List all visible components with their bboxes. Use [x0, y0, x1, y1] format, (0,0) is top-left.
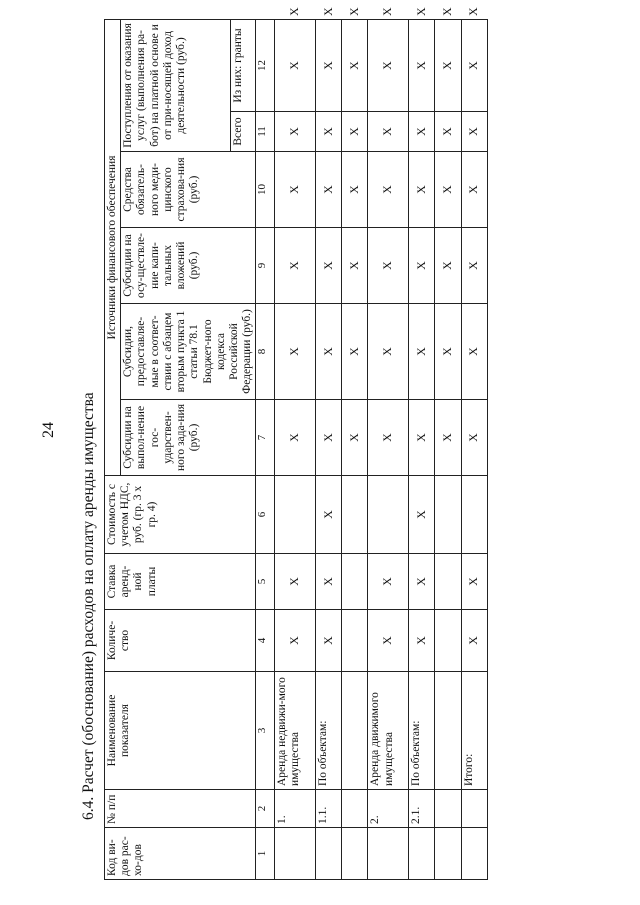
table-cell: X	[275, 19, 316, 111]
table-cell: X	[461, 554, 487, 610]
table-cell: X	[368, 228, 409, 304]
table-cell: X	[315, 19, 341, 111]
table-cell: X	[315, 228, 341, 304]
row-code-cell	[342, 828, 368, 880]
table-cell: X	[368, 152, 409, 228]
header-oms: Средства обязатель-ного меди-цинского страхова-ния (руб.)	[121, 152, 256, 228]
table-cell: X	[461, 610, 487, 672]
table-row: 2. Аренда движимого имущества X X X X X X X X X	[368, 19, 409, 879]
row-name-cell: По объектам:	[315, 672, 341, 790]
table-cell: X	[409, 304, 435, 400]
row-name-cell	[435, 672, 461, 790]
table-cell: X	[461, 304, 487, 400]
table-cell: X	[409, 610, 435, 672]
table-cell: X	[342, 400, 368, 476]
header-grants: Из них: гранты	[230, 19, 256, 111]
table-cell: X	[435, 400, 461, 476]
rent-expenses-table	[104, 7, 488, 880]
table-cell: X	[435, 112, 461, 152]
table-body	[256, 7, 487, 879]
row-num-cell: 2.1.	[409, 790, 435, 828]
table-cell: X	[409, 476, 435, 554]
row-code-cell	[315, 828, 341, 880]
table-cell: X	[461, 152, 487, 228]
table-cell: X	[409, 112, 435, 152]
table-cell	[461, 476, 487, 554]
table-cell	[435, 610, 461, 672]
row-code-cell	[435, 828, 461, 880]
table-cell	[368, 476, 409, 554]
table-cell: X	[461, 228, 487, 304]
column-number-cell: 8	[256, 304, 275, 400]
table-cell: X	[315, 400, 341, 476]
table-row: X X X X X X X	[342, 19, 368, 879]
row-name-cell: Аренда недвижи-мого имущества	[275, 672, 316, 790]
table-cell: X	[461, 19, 487, 111]
table-row: X X X X X X X	[435, 19, 461, 879]
table-cell: X	[435, 228, 461, 304]
row-name-cell: По объектам:	[409, 672, 435, 790]
table-cell: X	[409, 554, 435, 610]
table-cell: X	[409, 228, 435, 304]
table-cell: X	[315, 152, 341, 228]
table-cell: X	[315, 476, 341, 554]
header-paid-services: Поступления от оказания услуг (выполнения ра-бот) на платной основе и от при-носящей доход деятельности (руб.)	[121, 19, 230, 151]
table-cell: X	[275, 112, 316, 152]
row-num-cell	[342, 790, 368, 828]
column-numbers-row	[256, 19, 275, 879]
header-cost: Стоимость с учетом НДС, руб. (гр. 3 x гр. 4)	[105, 476, 256, 554]
table-row: 1.1. По объектам: X X X X X X X X X X	[315, 19, 341, 879]
column-number-cell: 6	[256, 476, 275, 554]
table-cell: X	[342, 19, 368, 111]
table-cell: X	[275, 228, 316, 304]
table-cell	[342, 476, 368, 554]
row-num-cell	[461, 790, 487, 828]
table-cell: X	[368, 112, 409, 152]
row-name-cell: Итого:	[461, 672, 487, 790]
row-code-cell	[368, 828, 409, 880]
table-cell: X	[315, 304, 341, 400]
table-cell: X	[368, 400, 409, 476]
table-cell	[275, 476, 316, 554]
row-num-cell: 1.	[275, 790, 316, 828]
table-cell: X	[409, 19, 435, 111]
row-code-cell	[461, 828, 487, 880]
table-cell: X	[409, 152, 435, 228]
header-total: Всего	[230, 112, 256, 152]
column-number-cell: 11	[256, 112, 275, 152]
row-code-cell	[409, 828, 435, 880]
table-cell: X	[275, 554, 316, 610]
row-name-cell	[342, 672, 368, 790]
table-cell: X	[275, 152, 316, 228]
table-row: Итого: X X X X X X X X X	[461, 19, 487, 879]
header-qty: Количе-ство	[105, 610, 256, 672]
row-num-cell	[435, 790, 461, 828]
header-subsidy-state-task: Субсидии на выпол-нение гос-ударствен-ного зада-ния (руб.)	[121, 400, 256, 476]
table-cell: X	[315, 554, 341, 610]
table-cell: X	[368, 610, 409, 672]
table-cell: X	[342, 228, 368, 304]
table-cell: X	[315, 112, 341, 152]
table-row: 2.1. По объектам: X X X X X X X X X X	[409, 19, 435, 879]
table-cell: X	[342, 152, 368, 228]
column-number-cell: 9	[256, 228, 275, 304]
column-number-cell: 5	[256, 554, 275, 610]
table-cell: X	[342, 112, 368, 152]
table-row: 1. Аренда недвижи-мого имущества X X X X X X X X X	[275, 19, 316, 879]
column-number-cell: 7	[256, 400, 275, 476]
table-cell: X	[461, 400, 487, 476]
table-cell: X	[315, 610, 341, 672]
header-subsidy-78-1: Субсидии, предоставляе-мые в соответ-ствии с абзацем вторым пункта 1 статьи 78.1 Бюджет-ного кодекса Российской Федерации (руб.)	[121, 304, 256, 400]
table-cell: X	[461, 112, 487, 152]
table-cell: X	[409, 400, 435, 476]
table-cell: X	[435, 19, 461, 111]
table-cell: X	[435, 152, 461, 228]
table-cell: X	[368, 554, 409, 610]
table-cell: X	[275, 400, 316, 476]
header-name: Наименование показателя	[105, 672, 256, 790]
column-number-cell: 4	[256, 610, 275, 672]
table-cell: X	[342, 304, 368, 400]
header-subsidy-capital: Субсидии на осу-ществле-ние капи-тальных вложений (руб.)	[121, 228, 256, 304]
table-cell: X	[275, 610, 316, 672]
table-cell: X	[368, 304, 409, 400]
table-cell	[435, 476, 461, 554]
row-num-cell: 2.	[368, 790, 409, 828]
table-cell: X	[435, 304, 461, 400]
column-number-cell: 10	[256, 152, 275, 228]
column-number-cell: 2	[256, 790, 275, 828]
row-code-cell	[275, 828, 316, 880]
table-cell: X	[275, 304, 316, 400]
page-title: 6.4. Расчет (обоснование) расходов на оплату аренды имущества	[80, 392, 97, 820]
table-cell	[342, 610, 368, 672]
row-num-cell: 1.1.	[315, 790, 341, 828]
table-cell	[435, 554, 461, 610]
row-name-cell: Аренда движимого имущества	[368, 672, 409, 790]
rotated-table-container	[104, 7, 481, 880]
header-code: Код ви-дов рас-хо-дов	[105, 828, 256, 880]
header-sources: Источники финансового обеспечения	[105, 19, 121, 475]
table-cell	[342, 554, 368, 610]
column-number-cell: 3	[256, 672, 275, 790]
table-cell: X	[368, 19, 409, 111]
page-number: 24	[40, 422, 57, 438]
column-number-cell: 12	[256, 19, 275, 111]
header-num: № п/п	[105, 790, 256, 828]
header-rate: Ставка аренд-ной платы	[105, 554, 256, 610]
column-number-cell: 1	[256, 828, 275, 880]
